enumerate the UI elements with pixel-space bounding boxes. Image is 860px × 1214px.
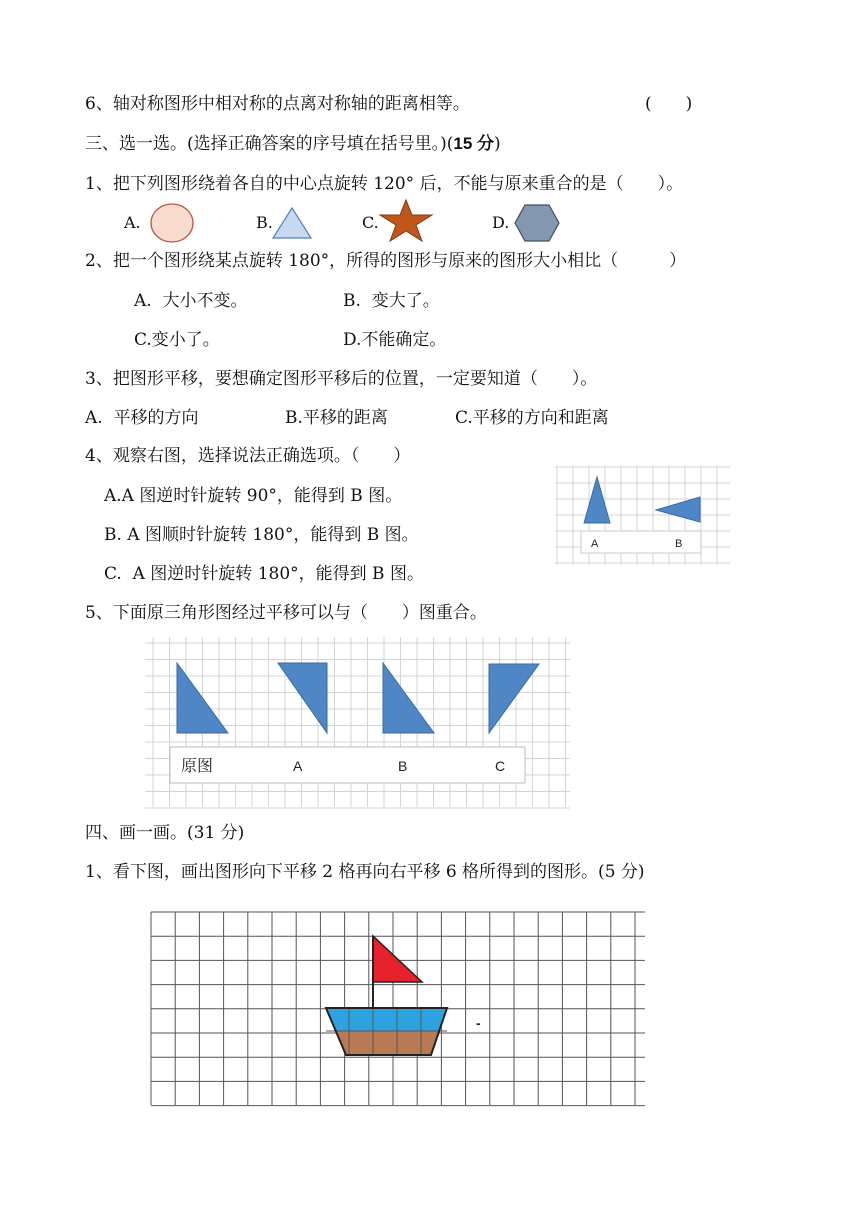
sail-triangle: [373, 936, 422, 982]
q5-triangle-b: [383, 663, 434, 733]
select-q4-option-a: A.A 图逆时针旋转 90°，能得到 B 图。: [104, 486, 403, 506]
select-q3-option-b: B.平移的距离: [285, 408, 388, 428]
select-q4-option-b: B. A 图顺时针旋转 180°，能得到 B 图。: [104, 525, 419, 545]
boat-grid-figure: [150, 911, 647, 1106]
q5-label-b: B: [398, 758, 408, 774]
q4-triangle-a: [584, 477, 610, 523]
q5-label-c: C: [495, 758, 506, 774]
q4-triangle-b: [656, 497, 700, 522]
select-q1-text: 1、把下列图形绕着各自的中心点旋转 120° 后，不能与原来重合的是（ ）。: [85, 174, 684, 194]
select-q4-text: 4、观察右图，选择说法正确选项。（ ）: [85, 446, 411, 466]
select-q4-option-c: C. A 图逆时针旋转 180°，能得到 B 图。: [104, 564, 424, 584]
select-q1-option-d-label: D.: [492, 213, 510, 232]
q5-label-box: [170, 747, 525, 783]
section4-title: 四、画一画。(31 分): [85, 823, 245, 843]
star-shape: [378, 199, 434, 243]
select-q3-option-a: A. 平移的方向: [85, 408, 199, 428]
hexagon-shape: [513, 203, 561, 243]
q4-label-box: [581, 531, 701, 553]
select-q2-option-a: A. 大小不变。: [134, 291, 248, 311]
q5-label-a: A: [293, 758, 303, 774]
q6-answer-paren[interactable]: ( ): [645, 94, 693, 114]
q5-triangle-c: [489, 664, 539, 733]
select-q2-text: 2、把一个图形绕某点旋转 180°，所得的图形与原来的图形大小相比（ ）: [85, 251, 687, 271]
q5-label-original: 原图: [181, 758, 214, 775]
draw-q1-text: 1、看下图，画出图形向下平移 2 格再向右平移 6 格所得到的图形。(5 分): [85, 862, 645, 882]
section3-title-text: 三、选一选。(选择正确答案的序号填在括号里。)(: [85, 134, 454, 154]
section3-title: [85, 133, 501, 155]
q4-rotation-figure: [555, 465, 730, 565]
select-q2-option-c: C.变小了。: [134, 330, 220, 350]
hull-bottom: [335, 1031, 440, 1055]
q6-text: 6、轴对称图形中相对称的点离对称轴的距离相等。: [85, 94, 470, 114]
section3-title-close: ): [494, 134, 501, 154]
q4-label-a: A: [591, 538, 599, 550]
stray-mark: -: [476, 1015, 481, 1031]
select-q5-text: 5、下面原三角形图经过平移可以与（ ）图重合。: [85, 603, 487, 623]
q4-label-b: B: [675, 538, 683, 550]
ellipse-shape: [150, 202, 196, 244]
q5-translation-figure: [145, 637, 570, 807]
section3-score: 15 分: [453, 134, 495, 153]
select-q1-option-c-label: C.: [362, 213, 379, 232]
select-q2-option-b: B. 变大了。: [343, 291, 440, 311]
select-q3-option-c: C.平移的方向和距离: [455, 408, 609, 428]
hull-top: [326, 1008, 447, 1031]
select-q3-text: 3、把图形平移，要想确定图形平移后的位置，一定要知道（ ）。: [85, 369, 598, 389]
triangle-shape: [272, 206, 314, 240]
select-q1-option-b-label: B.: [256, 213, 273, 232]
select-q2-option-d: D.不能确定。: [343, 330, 447, 350]
select-q1-option-a-label: A.: [124, 213, 141, 232]
